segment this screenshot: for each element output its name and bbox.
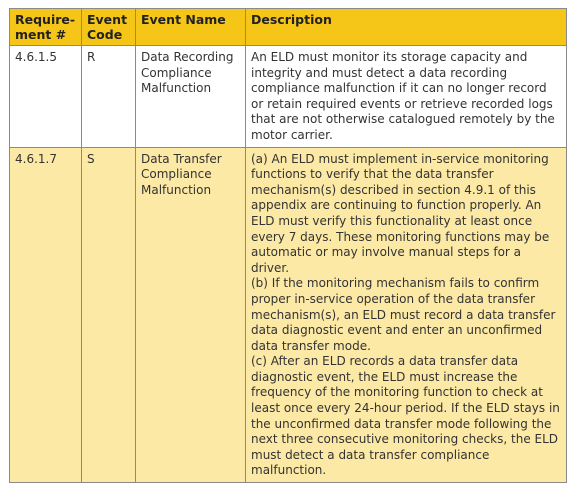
description-cell [246, 147, 567, 482]
header-event-code: Event Code [82, 9, 136, 46]
description-paragraph: (a) An ELD must implement in-service monitoring functions to verify that the data transfer mechanism(s) described in section 4.9.1 of this appendix are continuing to function properly. An ELD must verify this functionality at least once every 7 days. These monitoring functions may be automatic or may involve manual steps for a driver. [251, 151, 550, 275]
event-code-cell: S [82, 147, 136, 482]
table-row [10, 46, 567, 148]
event-code-cell: R [82, 46, 136, 148]
header-row [10, 9, 567, 46]
requirement-cell: 4.6.1.7 [10, 147, 82, 482]
table-row [10, 147, 567, 482]
requirement-cell: 4.6.1.5 [10, 46, 82, 148]
event-name-cell: Data Recording Compliance Malfunction [136, 46, 246, 148]
eld-requirements-table [9, 8, 567, 483]
description-paragraph: (c) After an ELD records a data transfer data diagnostic event, the ELD must increase the frequency of the monitoring function to check at least once every 24-hour period. If the ELD stays in the unconfirmed data transfer mode following the next three consecutive monitoring checks, the ELD must detect a data transfer compliance malfunction. [251, 354, 560, 478]
header-requirement: Require-ment # [10, 9, 82, 46]
description-cell [246, 46, 567, 148]
event-name-cell: Data Transfer Compliance Malfunction [136, 147, 246, 482]
description-paragraph: An ELD must monitor its storage capacity and integrity and must detect a data recording compliance malfunction if it can no longer record or retain required events or retrieve recorded logs that are not otherwise catalogued remotely by the motor carrier. [251, 50, 555, 142]
eld-requirements-table-wrap [9, 8, 566, 483]
description-paragraph: (b) If the monitoring mechanism fails to confirm proper in-service operation of the data transfer mechanism(s), an ELD must record a data transfer data diagnostic event and enter an unconfirmed data transfer mode. [251, 276, 556, 353]
header-event-name: Event Name [136, 9, 246, 46]
header-description: Description [246, 9, 567, 46]
